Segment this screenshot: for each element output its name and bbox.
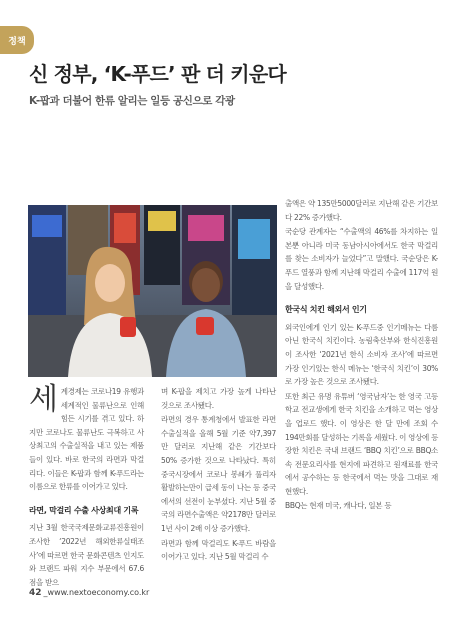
- lead-paragraph: 세계경제는 코로나19 유행과 세계적인 물류난으로 인해 힘든 시기를 겪고 있다. 하지만 코로나도 물류난도 극복하고 사상최고의 수출실적을 내고 있는 제품들이 있다. 바로 한국의 라면과 막걸리다. 이들은 K-팝과 함께 K-푸드라는 이름으로 한류를 이어가고 있다.: [29, 382, 144, 492]
- page-number: 42: [29, 588, 42, 598]
- paragraph: 또한 최근 유명 유튜버 ‘영국남자’는 한 영국 고등학교 전교생에게 한국 치킨을 소개하고 먹는 영상을 업로드 했다. 이 영상은 한 달 만에 조회 수 194만회를 달성하는 기록을 세웠다. 이 영상에 등장한 치킨은 국내 브랜드 ‘BBQ 치킨’으로 BBQ소속 전문요리사를 현지에 파견하고 원재료를 한국에서 공수하는 등 한국에서 먹는 맛을 그대로 재현했다.: [285, 391, 439, 496]
- paragraph: 출액은 약 135만5000달러로 지난해 같은 기간보다 22% 증가했다.: [285, 199, 438, 222]
- article-subheadline: K-팝과 더불어 한류 알리는 일등 공신으로 각광: [29, 95, 235, 107]
- section-heading-chicken: 한국식 치킨 해외서 인기: [285, 305, 367, 315]
- paragraph: 라면의 경우 통계청에서 발표한 라면 수출실적을 올해 5월 기준 약7,397만 달러로 지난해 같은 기간보다 50% 증가한 것으로 나타났다. 특히 중국시장에서 코로나 봉쇄가 풀리자 활발하는만이 급세 동이 나는 등 중국에서의 선전이 눈부셨다. 지난 5월 중국의 라면수출액은 약2178만 달러로 1년 사이 2배 이상 증가했다.: [161, 415, 276, 533]
- paragraph: 외국인에게 인기 있는 K-푸드중 인기메뉴는 다름 아닌 한국식 치킨이다. 농림축산부와 한식진흥원이 조사한 ‘2021년 한식 소비자 조사’에 따르면 가장 인기있는 한식 메뉴는 ‘한국식 치킨’이 30%로 가장 높은 것으로 조사됐다.: [285, 322, 438, 387]
- article-column-3: [285, 197, 438, 514]
- section-badge: 정책: [0, 26, 34, 54]
- drop-cap: 세: [29, 382, 58, 417]
- page-footer: [29, 588, 149, 598]
- paragraph: 며 K-팝을 제치고 가장 높게 나타난 것으로 조사됐다.: [161, 387, 276, 410]
- section-heading-ramen: 라면, 막걸리 수출 사상최대 기록: [29, 505, 139, 515]
- paragraph: 지난 3월 한국국제문화교류진흥원이 조사한 ‘2022년 해외한류실태조사’에 따르면 한국 문화콘텐츠 인지도와 브랜드 파워 지수 부문에서 67.6점을 받으: [29, 523, 144, 587]
- article-column-2: [161, 385, 276, 565]
- paragraph: 국순당 관계자는 “수출액의 46%를 차지하는 일본뿐 아니라 미국 동남아시아에서도 한국 막걸리를 찾는 소비자가 늘었다”고 말했다. 국순당은 K-푸드 열풍과 함께 지난해 막걸리 수출에 117억 원을 달성했다.: [285, 227, 439, 291]
- article-column-1: [29, 382, 144, 590]
- article-headline: 신 정부, ‘K-푸드’ 판 더 키운다: [29, 62, 286, 86]
- site-url: _www.nextoeconomy.co.kr: [43, 588, 150, 597]
- paragraph: 라면과 함께 막걸리도 K-푸드 바람을 이어가고 있다. 지난 5월 막걸리 수: [161, 538, 276, 562]
- paragraph: BBQ는 현재 미국, 캐나다, 일본 등: [285, 501, 392, 511]
- article-photo: [28, 205, 277, 377]
